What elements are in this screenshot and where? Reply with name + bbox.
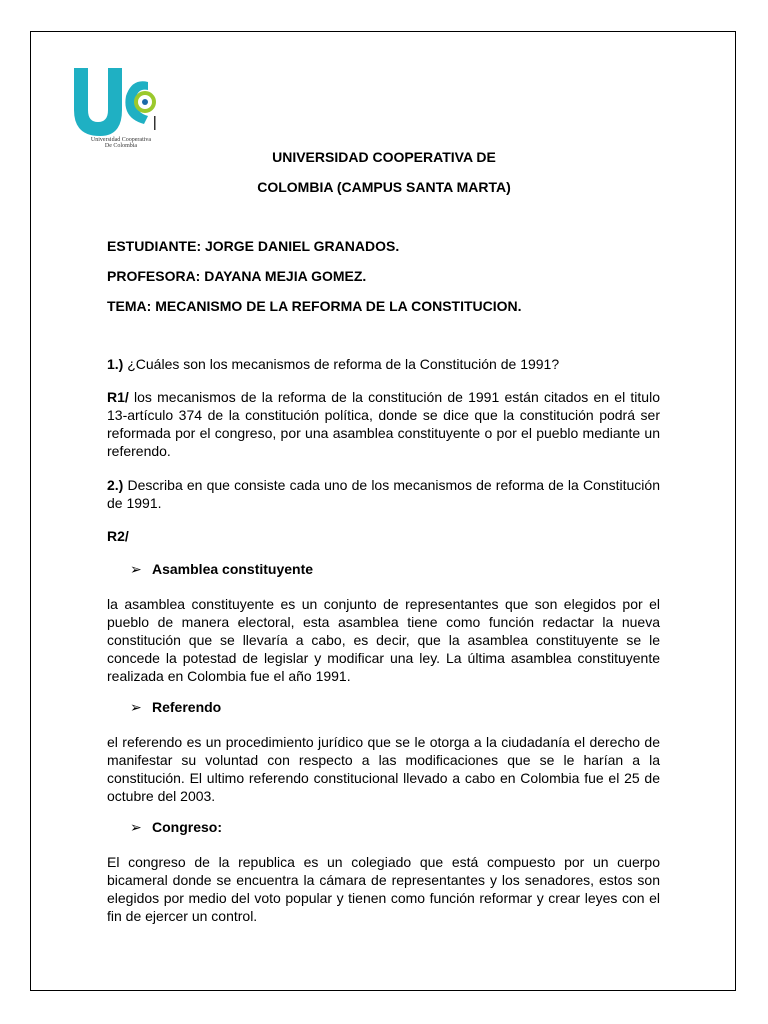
title-line2: COLOMBIA (CAMPUS SANTA MARTA) — [257, 179, 511, 195]
bullet-arrow-icon: ➢ — [130, 819, 142, 835]
section-heading-congreso — [130, 819, 222, 836]
student-line: ESTUDIANTE: JORGE DANIEL GRANADOS. — [107, 238, 400, 254]
bullet-arrow-icon: ➢ — [130, 699, 142, 715]
question-2 — [107, 476, 660, 512]
question-2-text: Describa en que consiste cada uno de los mecanismos de reforma de la Constitución de 1991. — [107, 477, 660, 511]
topic-line: TEMA: MECANISMO DE LA REFORMA DE LA CONSTITUCION. — [107, 298, 522, 314]
question-1 — [107, 355, 660, 373]
section-heading-text: Asamblea constituyente — [152, 561, 314, 577]
logo-caption-line2: De Colombia — [104, 143, 138, 149]
section-heading-text: Referendo — [152, 699, 222, 715]
question-1-text: ¿Cuáles son los mecanismos de reforma de la Constitución de 1991? — [123, 356, 560, 372]
section-heading-text: Congreso: — [152, 819, 222, 835]
title-line1: UNIVERSIDAD COOPERATIVA DE — [272, 149, 496, 165]
question-2-number: 2.) — [107, 477, 124, 493]
section-heading-asamblea — [130, 561, 313, 578]
bullet-arrow-icon: ➢ — [130, 561, 142, 577]
answer-1-text: los mecanismos de la reforma de la constitución de 1991 están citados en el titulo 13-artículo 374 de la constitución política, donde se dice que la constitución podrá ser reformada por el congreso, por una asamblea constituyente o por el pueblo mediante un referendo. — [107, 389, 660, 459]
answer-1-label: R1/ — [107, 389, 129, 405]
section-text-referendo: el referendo es un procedimiento jurídico que se le otorga a la ciudadanía el derecho de manifestar su voluntad con respecto a las modificaciones que se le harían a la constitución. El ultimo referendo constitucional llevado a cabo en Colombia fue el 25 de octubre del 2003. — [107, 734, 660, 804]
section-text-congreso: El congreso de la republica es un colegiado que está compuesto por un cuerpo bicameral donde se encuentra la cámara de representantes y los senadores, estos son elegidos por medio del voto popular y tienen como función reformar y crear leyes con el fin de ejercer un control. — [107, 854, 660, 924]
section-text-asamblea: la asamblea constituyente es un conjunto de representantes que son elegidos por el pueblo de manera electoral, esta asamblea tiene como función redactar la nueva constitución que se llevaría a cabo, es decir, que la asamblea constituyente se le concede la potestad de legislar y modificar una ley. La última asamblea constituyente realizada en Colombia fue el año 1991. — [107, 596, 660, 684]
logo-caption — [86, 137, 156, 149]
answer-2-label: R2/ — [107, 528, 129, 544]
professor-line: PROFESORA: DAYANA MEJIA GOMEZ. — [107, 268, 367, 284]
logo-caption-line1: Universidad Cooperativa — [90, 137, 152, 143]
question-1-number: 1.) — [107, 356, 124, 372]
answer-1 — [107, 388, 660, 460]
section-heading-referendo — [130, 699, 221, 716]
